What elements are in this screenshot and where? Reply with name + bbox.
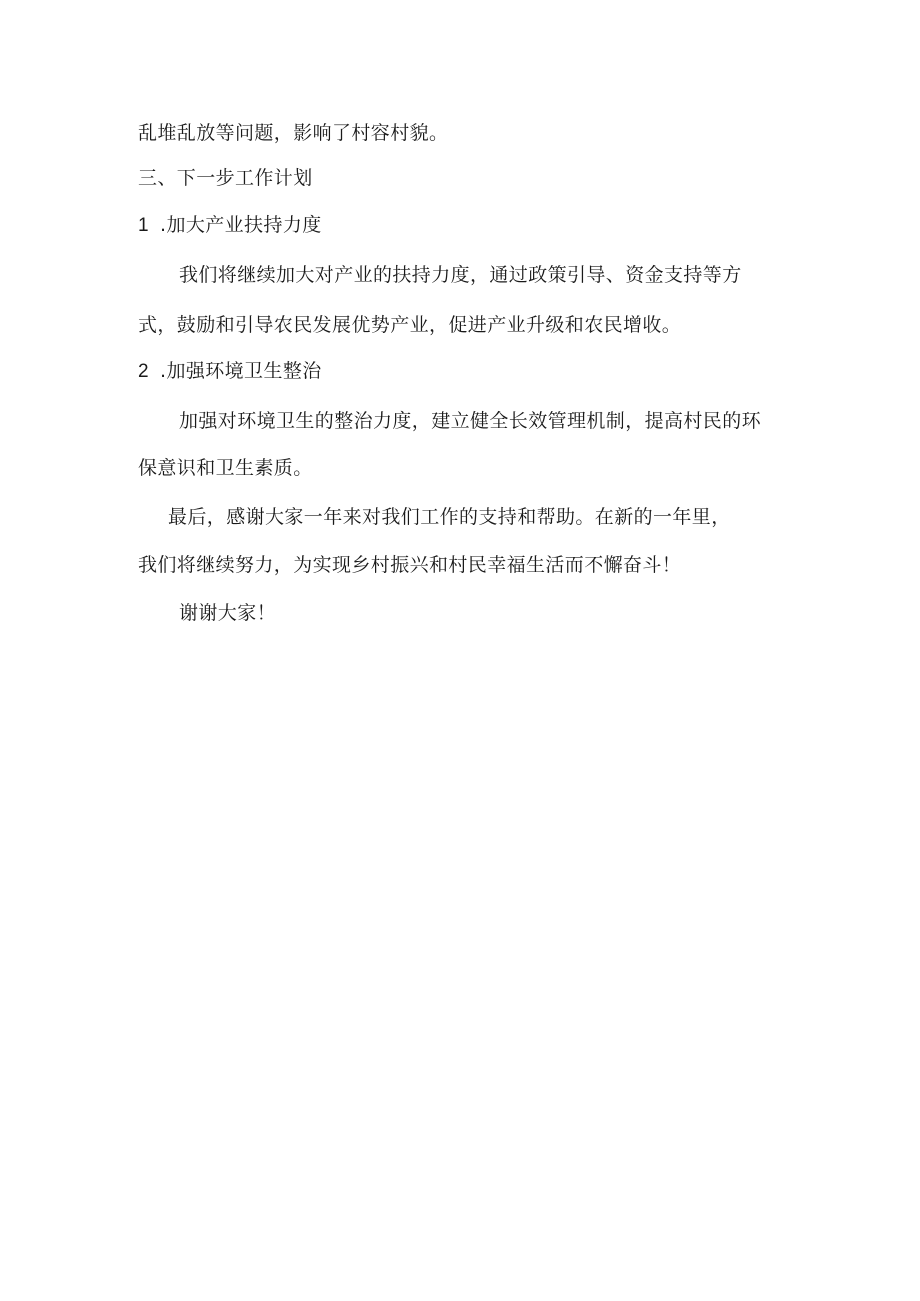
list-number: 1 <box>138 215 149 236</box>
paragraph-line: 乱堆乱放等问题，影响了村容村貌。 <box>138 122 449 144</box>
paragraph-line: 我们将继续努力，为实现乡村振兴和村民幸福生活而不懈奋斗！ <box>138 554 682 576</box>
list-item-title: .加大产业扶持力度 <box>160 214 322 236</box>
section-heading: 三、下一步工作计划 <box>138 167 313 189</box>
paragraph-line: 加强对环境卫生的整治力度，建立健全长效管理机制，提高村民的环 <box>179 410 762 432</box>
list-item-title: .加强环境卫生整治 <box>160 360 322 382</box>
closing-line: 谢谢大家！ <box>179 602 277 624</box>
paragraph-line: 我们将继续加大对产业的扶持力度，通过政策引导、资金支持等方 <box>179 264 742 286</box>
list-item-heading <box>138 213 322 238</box>
paragraph-line: 保意识和卫生素质。 <box>138 457 313 479</box>
list-number: 2 <box>138 361 149 382</box>
list-item-heading <box>138 359 322 384</box>
paragraph-line: 式，鼓励和引导农民发展优势产业，促进产业升级和农民增收。 <box>138 314 682 336</box>
paragraph-line: 最后，感谢大家一年来对我们工作的支持和帮助。在新的一年里， <box>168 506 731 528</box>
